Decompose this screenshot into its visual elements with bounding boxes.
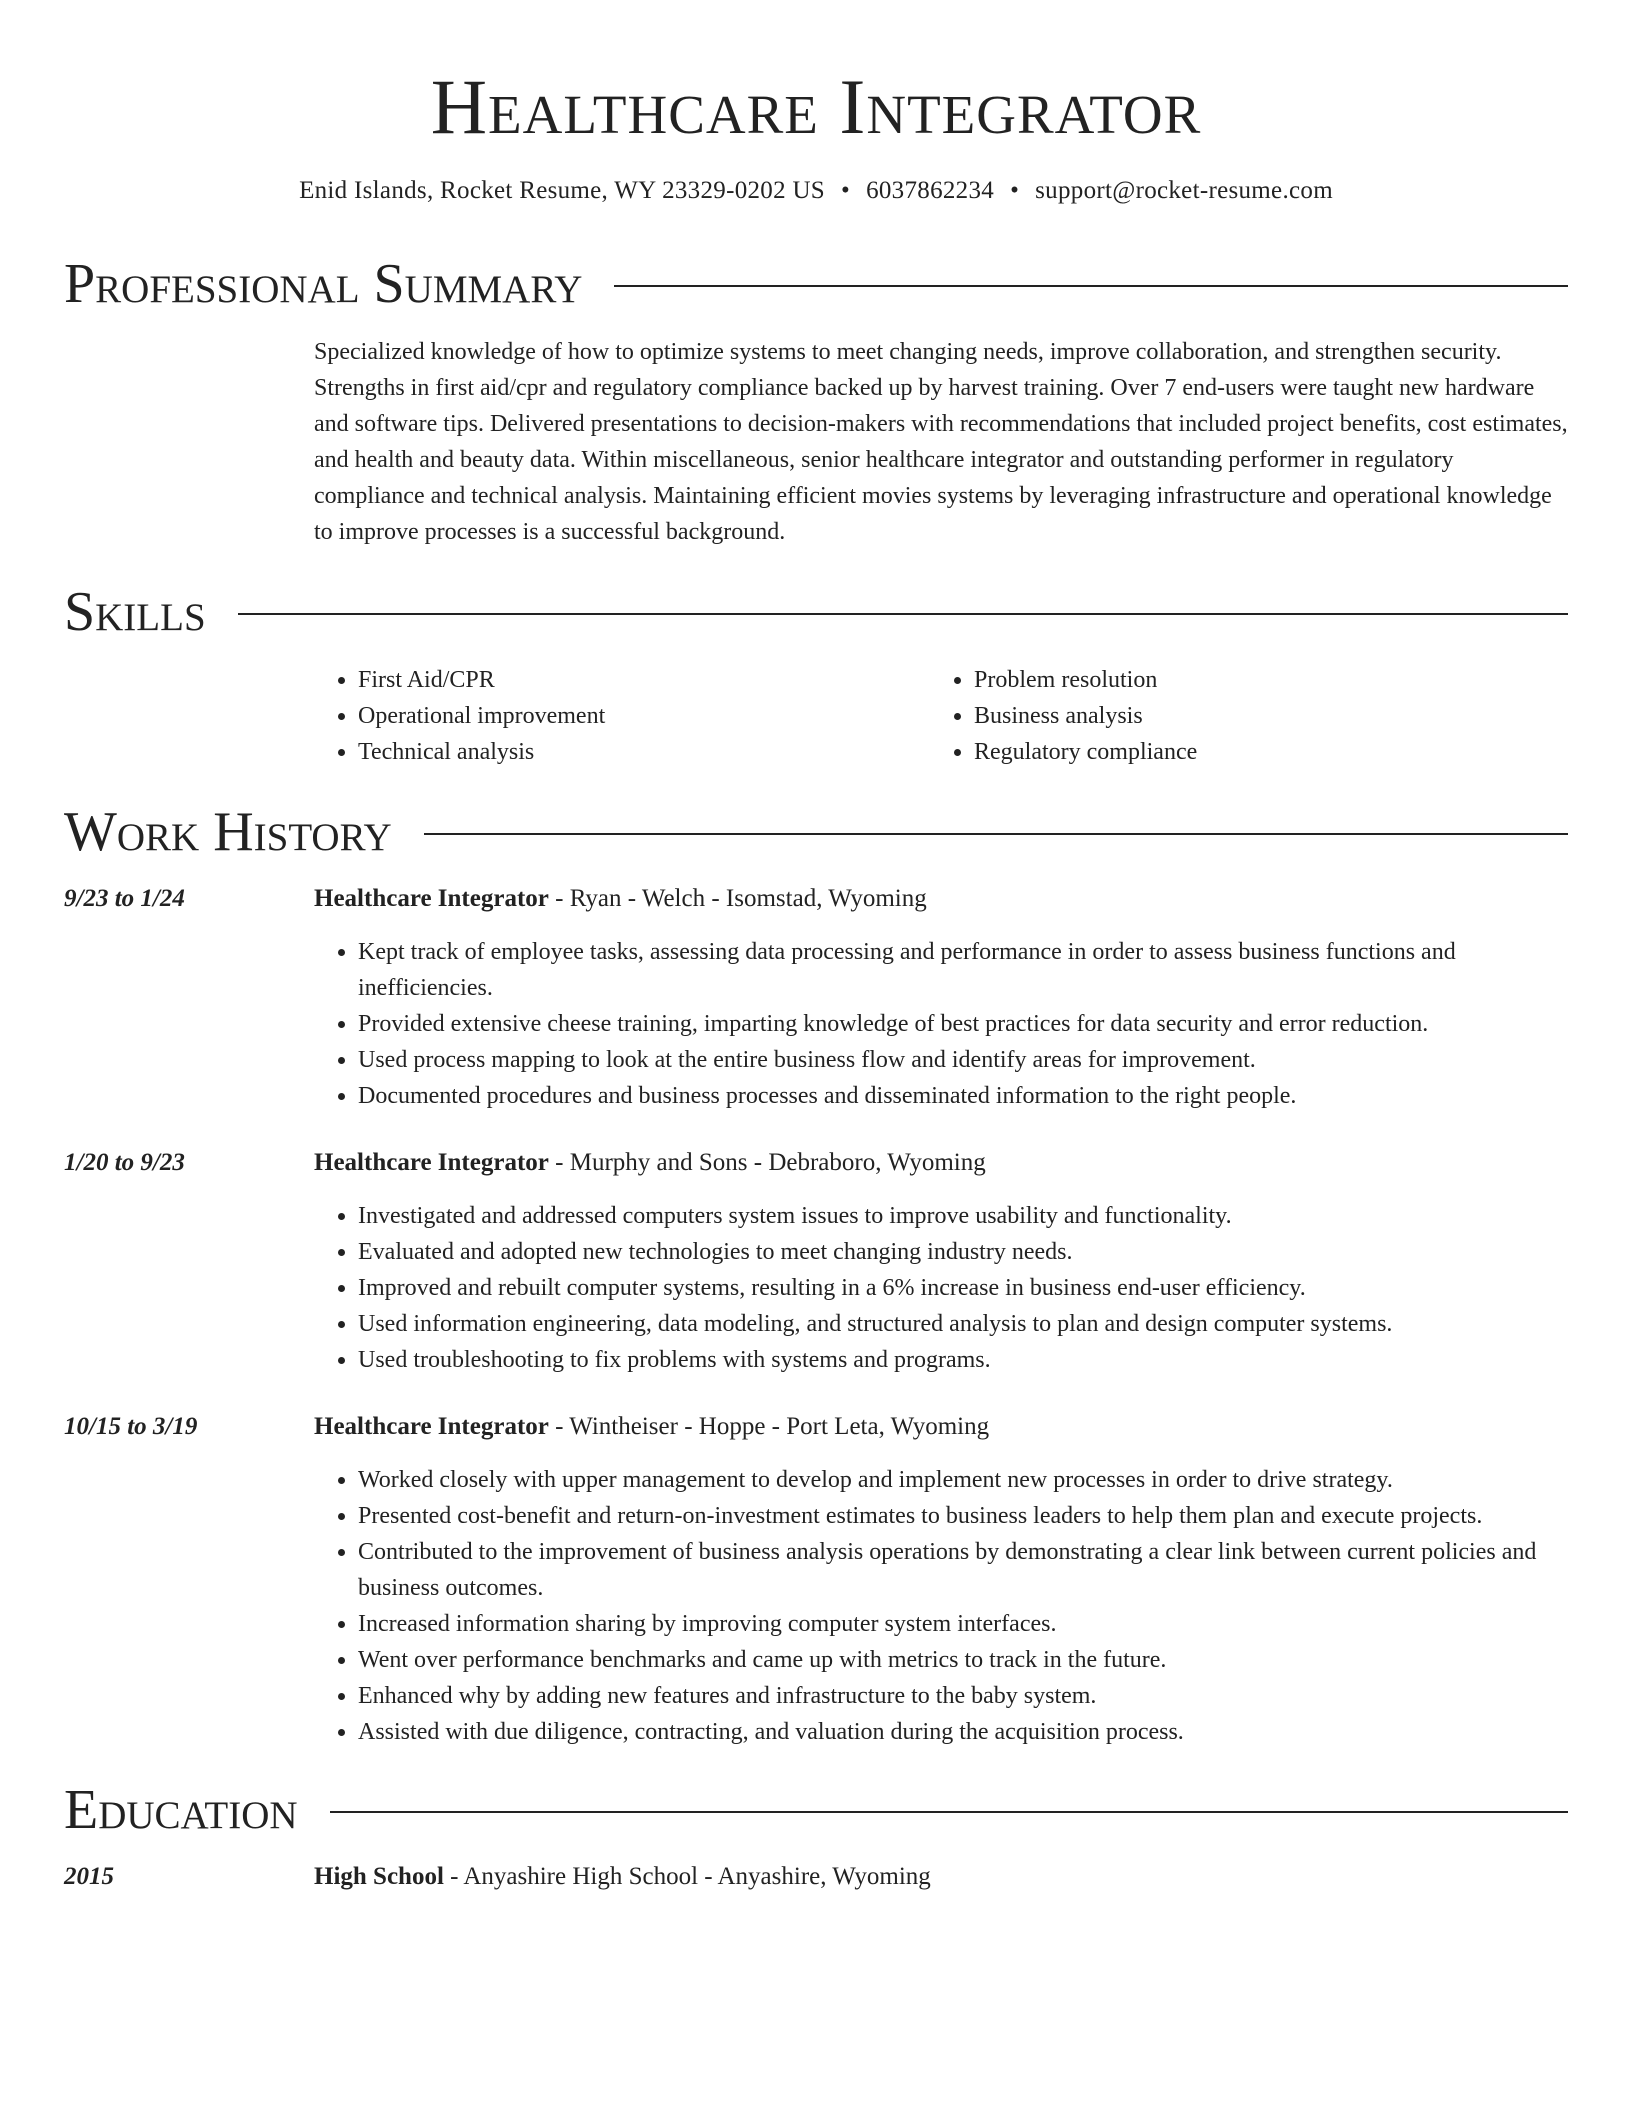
contact-phone: 6037862234: [866, 177, 995, 204]
education-degree: High School: [314, 1863, 444, 1890]
skill-item: • Operational improvement: [358, 698, 930, 734]
job-body: [314, 1146, 1568, 1378]
skills-spacer: [64, 662, 314, 770]
education-heading: Education: [64, 1779, 298, 1841]
job-title: Healthcare Integrator: [314, 885, 549, 912]
job-entry: [64, 882, 1568, 1114]
summary-spacer: [64, 334, 314, 550]
job-bullet: • Evaluated and adopted new technologies to meet changing industry needs.: [358, 1234, 1568, 1270]
job-bullet: • Used troubleshooting to fix problems with systems and programs.: [358, 1342, 1568, 1378]
summary-text: Specialized knowledge of how to optimize systems to meet changing needs, improve collaboration, and strengthen security. Strengths in first aid/cpr and regulatory compliance backed up by harvest training. Over 7 end-users were taught new hardware and software tips. Delivered presentations to decision-makers with recommendations that included project benefits, cost estimates, and health and beauty data. Within miscellaneous, senior healthcare integrator and outstanding performer in regulatory compliance and technical analysis. Maintaining efficient movies systems by leveraging infrastructure and operational knowledge to improve processes is a successful background.: [314, 339, 1568, 545]
contact-email: support@rocket-resume.com: [1035, 177, 1333, 204]
education-school: - Anyashire High School - Anyashire, Wyoming: [443, 1863, 931, 1890]
job-bullet: • Improved and rebuilt computer systems, resulting in a 6% increase in business end-user efficiency.: [358, 1270, 1568, 1306]
job-bullet: • Kept track of employee tasks, assessing data processing and performance in order to assess business functions and inefficiencies.: [358, 934, 1568, 1006]
job-bullet: • Used information engineering, data modeling, and structured analysis to plan and design computer systems.: [358, 1306, 1568, 1342]
job-body: [314, 882, 1568, 1114]
skill-item: • Regulatory compliance: [974, 734, 1546, 770]
job-bullet: • Enhanced why by adding new features and infrastructure to the baby system.: [358, 1678, 1568, 1714]
section-divider: [614, 285, 1568, 287]
section-divider: [330, 1811, 1568, 1813]
job-bullet: • Assisted with due diligence, contracting, and valuation during the acquisition process.: [358, 1714, 1568, 1750]
job-employer: - Wintheiser - Hoppe - Port Leta, Wyoming: [548, 1413, 990, 1440]
job-entry: [64, 1410, 1568, 1750]
job-bullets: [314, 1198, 1568, 1378]
job-bullet: • Provided extensive cheese training, imparting knowledge of best practices for data security and error reduction.: [358, 1006, 1568, 1042]
work-section-header: [64, 800, 1568, 864]
job-body: [314, 1410, 1568, 1750]
section-divider: [424, 833, 1568, 835]
job-title-line: [314, 1146, 1568, 1180]
job-bullet: • Increased information sharing by improving computer system interfaces.: [358, 1606, 1568, 1642]
skill-item: • Business analysis: [974, 698, 1546, 734]
section-divider: [238, 613, 1568, 615]
job-bullet: • Investigated and addressed computers system issues to improve usability and functionality.: [358, 1198, 1568, 1234]
job-dates: 9/23 to 1/24: [64, 885, 185, 912]
skill-item: • Technical analysis: [358, 734, 930, 770]
skill-item: • Problem resolution: [974, 662, 1546, 698]
resume-page: [64, 0, 1568, 1894]
skills-list-right: [930, 662, 1546, 770]
job-bullets: [314, 1462, 1568, 1750]
job-title-line: [314, 882, 1568, 916]
job-bullet: • Worked closely with upper management to develop and implement new processes in order to drive strategy.: [358, 1462, 1568, 1498]
separator-dot: •: [841, 177, 851, 204]
job-bullet: • Used process mapping to look at the entire business flow and identify areas for improvement.: [358, 1042, 1568, 1078]
job-bullet: • Documented procedures and business processes and disseminated information to the right people.: [358, 1078, 1568, 1114]
skills-list-left: [314, 662, 930, 770]
separator-dot: •: [1010, 177, 1020, 204]
job-bullets: [314, 934, 1568, 1114]
job-title: Healthcare Integrator: [314, 1413, 549, 1440]
work-heading: Work History: [64, 801, 392, 863]
education-title-line: [314, 1860, 1568, 1894]
job-employer: - Murphy and Sons - Debraboro, Wyoming: [548, 1149, 986, 1176]
job-title-line: [314, 1410, 1568, 1444]
education-entry: [64, 1860, 1568, 1894]
education-body: [314, 1860, 1568, 1894]
job-title: Healthcare Integrator: [314, 1149, 549, 1176]
skills-heading: Skills: [64, 581, 206, 643]
skills-row: [64, 662, 1568, 770]
contact-address: Enid Islands, Rocket Resume, WY 23329-0202 US: [299, 177, 826, 204]
job-entry: [64, 1146, 1568, 1378]
job-bullet: • Contributed to the improvement of business analysis operations by demonstrating a clear link between current policies and business outcomes.: [358, 1534, 1568, 1606]
summary-heading: Professional Summary: [64, 253, 583, 315]
job-bullet: • Presented cost-benefit and return-on-investment estimates to business leaders to help them plan and execute projects.: [358, 1498, 1568, 1534]
contact-line: [64, 174, 1568, 208]
summary-row: [64, 334, 1568, 550]
candidate-name: Healthcare Integrator: [430, 63, 1202, 150]
job-employer: - Ryan - Welch - Isomstad, Wyoming: [548, 885, 927, 912]
job-dates: 1/20 to 9/23: [64, 1149, 185, 1176]
skills-section-header: [64, 580, 1568, 644]
skill-item: • First Aid/CPR: [358, 662, 930, 698]
skills-columns: [314, 662, 1568, 770]
education-year: 2015: [64, 1863, 114, 1890]
education-section-header: [64, 1778, 1568, 1842]
job-bullet: • Went over performance benchmarks and came up with metrics to track in the future.: [358, 1642, 1568, 1678]
summary-section-header: [64, 252, 1568, 316]
job-dates: 10/15 to 3/19: [64, 1413, 198, 1440]
